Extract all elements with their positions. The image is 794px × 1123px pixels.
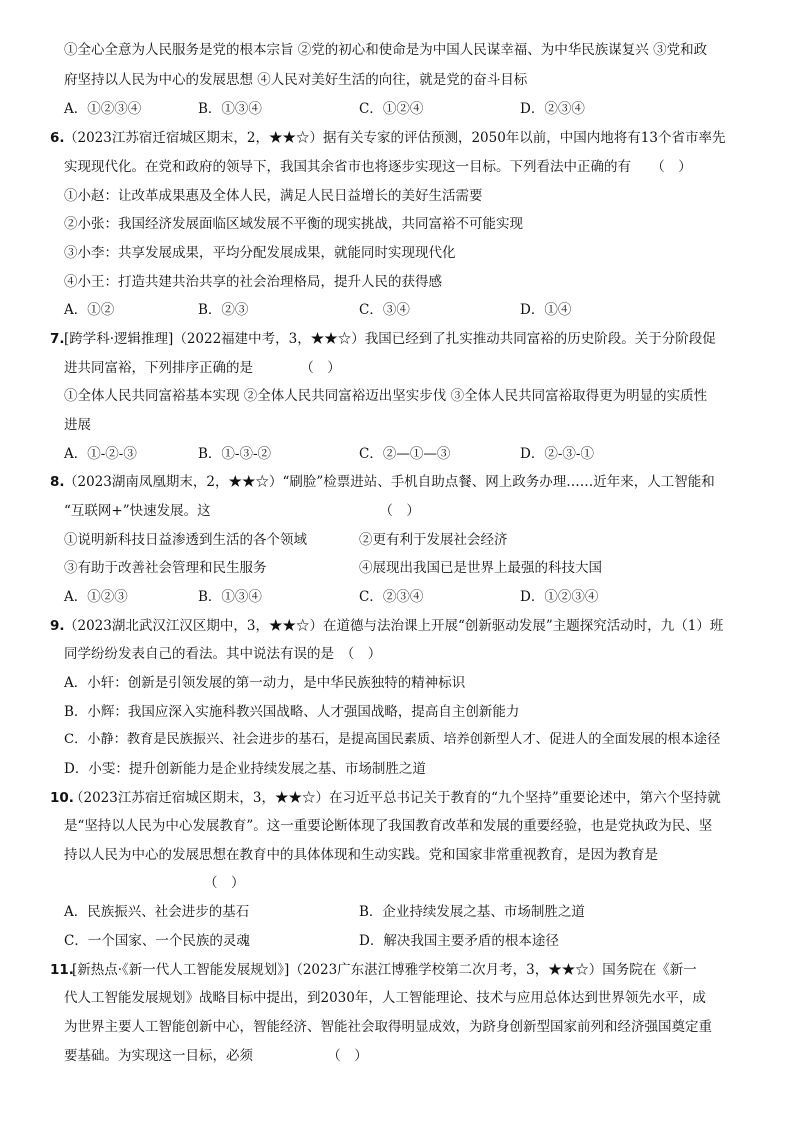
question-number: 11. <box>50 962 74 978</box>
option-d: D．①②③④ <box>520 589 599 605</box>
option-a: A．小轩：创新是引领发展的第一动力，是中华民族独特的精神标识 <box>64 675 466 691</box>
question-number: 8. <box>50 474 65 490</box>
option-d: D．①④ <box>520 302 572 318</box>
q6-statement: ①小赵：让改革成果惠及全体人民，满足人民日益增长的美好生活需要 <box>64 188 483 204</box>
option-a: A．①② <box>64 302 115 318</box>
option-b: B．②③ <box>198 302 249 318</box>
option-d: D．小雯：提升创新能力是企业持续发展之基、市场制胜之道 <box>64 761 426 777</box>
q10-stem-line: 是“坚持以人民为中心发展教育”。这一重要论断体现了我国教育改革和发展的重要经验，也是党执政为民、坚 <box>64 818 713 834</box>
option-d: D．②③④ <box>520 101 585 117</box>
q6-statement: ②小张：我国经济发展面临区域发展不平衡的现实挑战，共同富裕不可能实现 <box>64 216 523 232</box>
question-number: 7. <box>50 331 65 347</box>
option-b: B．①③④ <box>198 101 262 117</box>
option-b: B．小辉：我国应深入实施科教兴国战略、人才强国战略，提高自主创新能力 <box>64 704 520 720</box>
q9-stem-line: （2023湖北武汉江汉区期中，3，★★☆）在道德与法治课上开展“创新驱动发展”主题探究活动时，九（1）班 <box>64 618 724 634</box>
question-number: 9. <box>50 618 65 634</box>
option-c: C．①②④ <box>359 101 424 117</box>
q7-statement-line: 进展 <box>64 417 91 433</box>
option-c: C．②③④ <box>359 589 424 605</box>
option-b: B．①③④ <box>198 589 262 605</box>
option-a: A．①②③ <box>64 589 128 605</box>
option-c: C．一个国家、一个民族的灵魂 <box>64 933 250 949</box>
option-a: A．①②③④ <box>64 101 142 117</box>
q10-stem-line: 持以人民为中心的发展思想在教育中的具体体现和生动实践。党和国家非常重视教育，是因为教育是 <box>64 847 658 863</box>
option-a: A．民族振兴、社会进步的基石 <box>64 904 250 920</box>
q8-stem-line: “互联网+”快速发展。这 （ ） <box>64 503 420 519</box>
q10-stem-line: （2023江苏宿迁宿城区期末，3，★★☆）在习近平总书记关于教育的“九个坚持”重要论述中，第六个坚持就 <box>70 790 721 806</box>
option-b: B．企业持续发展之基、市场制胜之道 <box>359 904 585 920</box>
option-b: B．①-③-② <box>198 446 272 462</box>
option-d: D．②-③-① <box>520 446 594 462</box>
q8-statement: ①说明新科技日益渗透到生活的各个领域 <box>64 532 307 548</box>
q6-stem-line: 实现现代化。在党和政府的领导下，我国其余省市也将逐步实现这一目标。下列看法中正确的有 （ ） <box>64 159 692 175</box>
question-number: 10. <box>50 790 74 806</box>
q11-stem-line: 为世界主要人工智能创新中心，智能经济、智能社会取得明显成效，为跻身创新型国家前列和经济强国奠定重 <box>64 1019 712 1035</box>
option-c: C．②—①—③ <box>359 446 451 462</box>
q9-stem-line: 同学纷纷发表自己的看法。其中说法有误的是 （ ） <box>64 646 382 662</box>
q5-statement-line: 府坚持以人民为中心的发展思想 ④人民对美好生活的向往，就是党的奋斗目标 <box>64 72 528 88</box>
q6-statement: ④小王：打造共建共治共享的社会治理格局，提升人民的获得感 <box>64 274 442 290</box>
q11-stem-line: [新热点·《新一代人工智能发展规划》]（2023广东湛江博雅学校第二次月考，3，★★☆）国务院在《新一 <box>72 962 697 978</box>
q7-statement-line: ①全体人民共同富裕基本实现 ②全体人民共同富裕迈出坚实步伐 ③全体人民共同富裕取得更为明显的实质性 <box>64 388 708 404</box>
option-d: D．解决我国主要矛盾的根本途径 <box>359 933 559 949</box>
q7-stem-line: 进共同富裕，下列排序正确的是 （ ） <box>64 360 341 376</box>
q11-stem-line: 要基础。为实现这一目标，必须 （ ） <box>64 1048 368 1064</box>
q8-statement: ②更有利于发展社会经济 <box>359 532 508 548</box>
q6-stem-line: （2023江苏宿迁宿城区期末，2，★★☆）据有关专家的评估预测，2050年以前，中国内地将有13个省市率先 <box>64 130 726 146</box>
q11-stem-line: 代人工智能发展规划》战略目标中提出，到2030年，人工智能理论、技术与应用总体达到世界领先水平，成 <box>64 990 706 1006</box>
q5-statement-line: ①全心全意为人民服务是党的根本宗旨 ②党的初心和使命是为中国人民谋幸福、为中华民族谋复兴 ③党和政 <box>64 42 708 58</box>
q6-statement: ③小李：共享发展成果，平均分配发展成果，就能同时实现现代化 <box>64 245 456 261</box>
q8-stem-line: （2023湖南凤凰期末，2，★★☆）“刷脸”检票进站、手机自助点餐、网上政务办理……近年来，人工智能和 <box>64 474 715 490</box>
q8-statement: ④展现出我国已是世界上最强的科技大国 <box>359 560 602 576</box>
question-number: 6. <box>50 130 65 146</box>
q7-stem-line: [跨学科·逻辑推理]（2022福建中考，3，★★☆）我国已经到了扎实推动共同富裕的历史阶段。关于分阶段促 <box>64 331 716 347</box>
q8-statement: ③有助于改善社会管理和民生服务 <box>64 560 267 576</box>
option-a: A．①-②-③ <box>64 446 137 462</box>
option-c: C．③④ <box>359 302 410 318</box>
answer-bracket: （ ） <box>204 875 245 891</box>
option-c: C．小静：教育是民族振兴、社会进步的基石，是提高国民素质、培养创新型人才、促进人的全面发展的根本途径 <box>64 732 721 747</box>
